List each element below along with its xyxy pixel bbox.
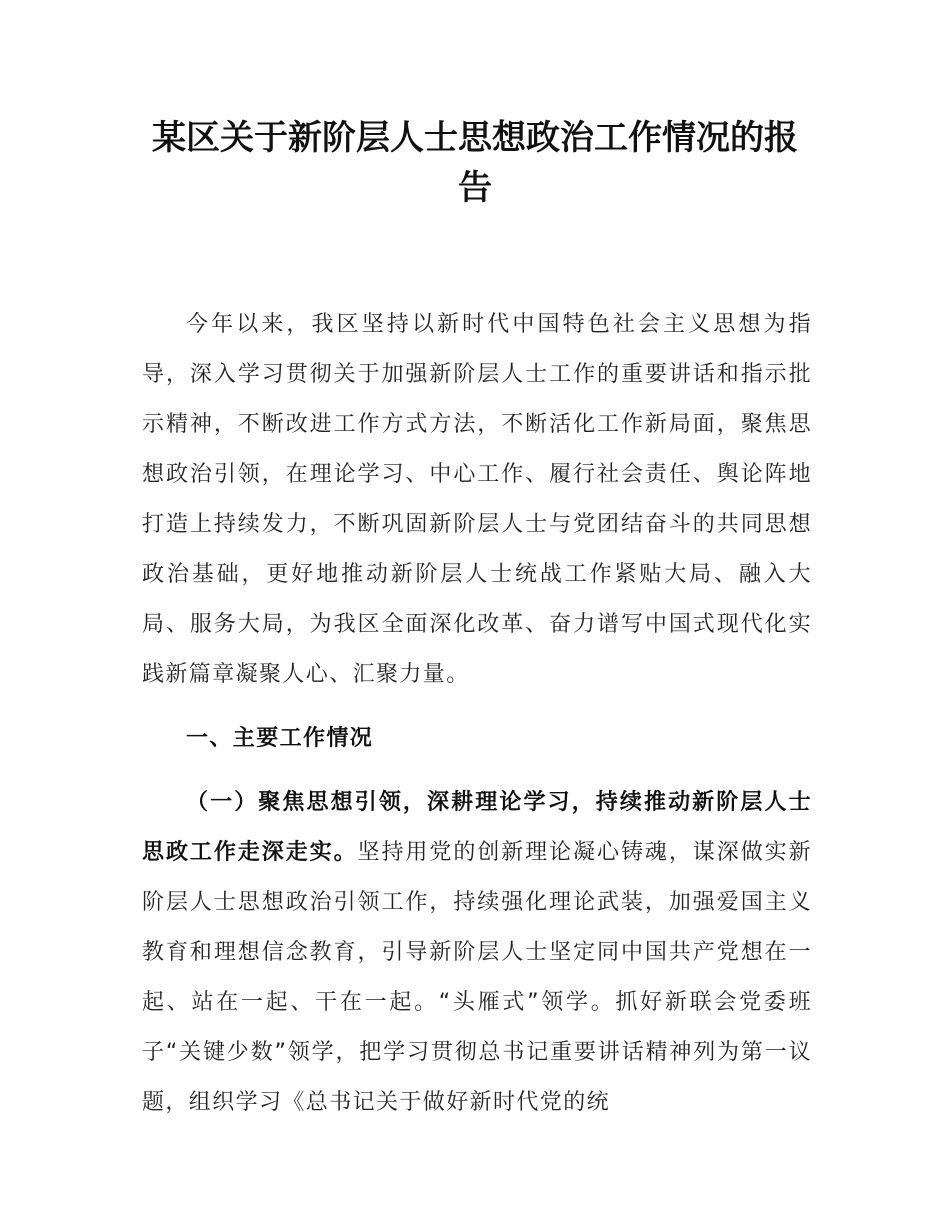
document-title: 某区关于新阶层人士思想政治工作情况的报告 [152,118,798,208]
subsection-body-text: 坚持用党的创新理论凝心铸魂，谋深做实新阶层人士思想政治引领工作，持续强化理论武装，加强爱国主义教育和理想信念教育，引导新阶层人士坚定同中国共产党想在一起、站在一起、干在一起。“头雁式”领学。抓好新联会党委班子“关键少数”领学，把学习贯彻总书记重要讲话精神列为第一议题，组织学习《总书记关于做好新时代党的统 [142,840,812,1115]
document-body [142,300,812,1128]
subsection-paragraph-1 [142,778,812,1128]
section-heading-main-work: 一、主要工作情况 [186,726,374,751]
subsection-lead-title: （一）聚焦思想引领，深耕理论学习，持续推动新阶层人士思政工作走深走实。 [142,790,812,865]
intro-paragraph: 今年以来，我区坚持以新时代中国特色社会主义思想为指导，深入学习贯彻关于加强新阶层人士工作的重要讲话和指示批示精神，不断改进工作方式方法，不断活化工作新局面，聚焦思想政治引领，在理论学习、中心工作、履行社会责任、舆论阵地打造上持续发力，不断巩固新阶层人士与党团结奋斗的共同思想政治基础，更好地推动新阶层人士统战工作紧贴大局、融入大局、服务大局，为我区全面深化改革、奋力谱写中国式现代化实践新篇章凝聚人心、汇聚力量。 [142,312,812,687]
